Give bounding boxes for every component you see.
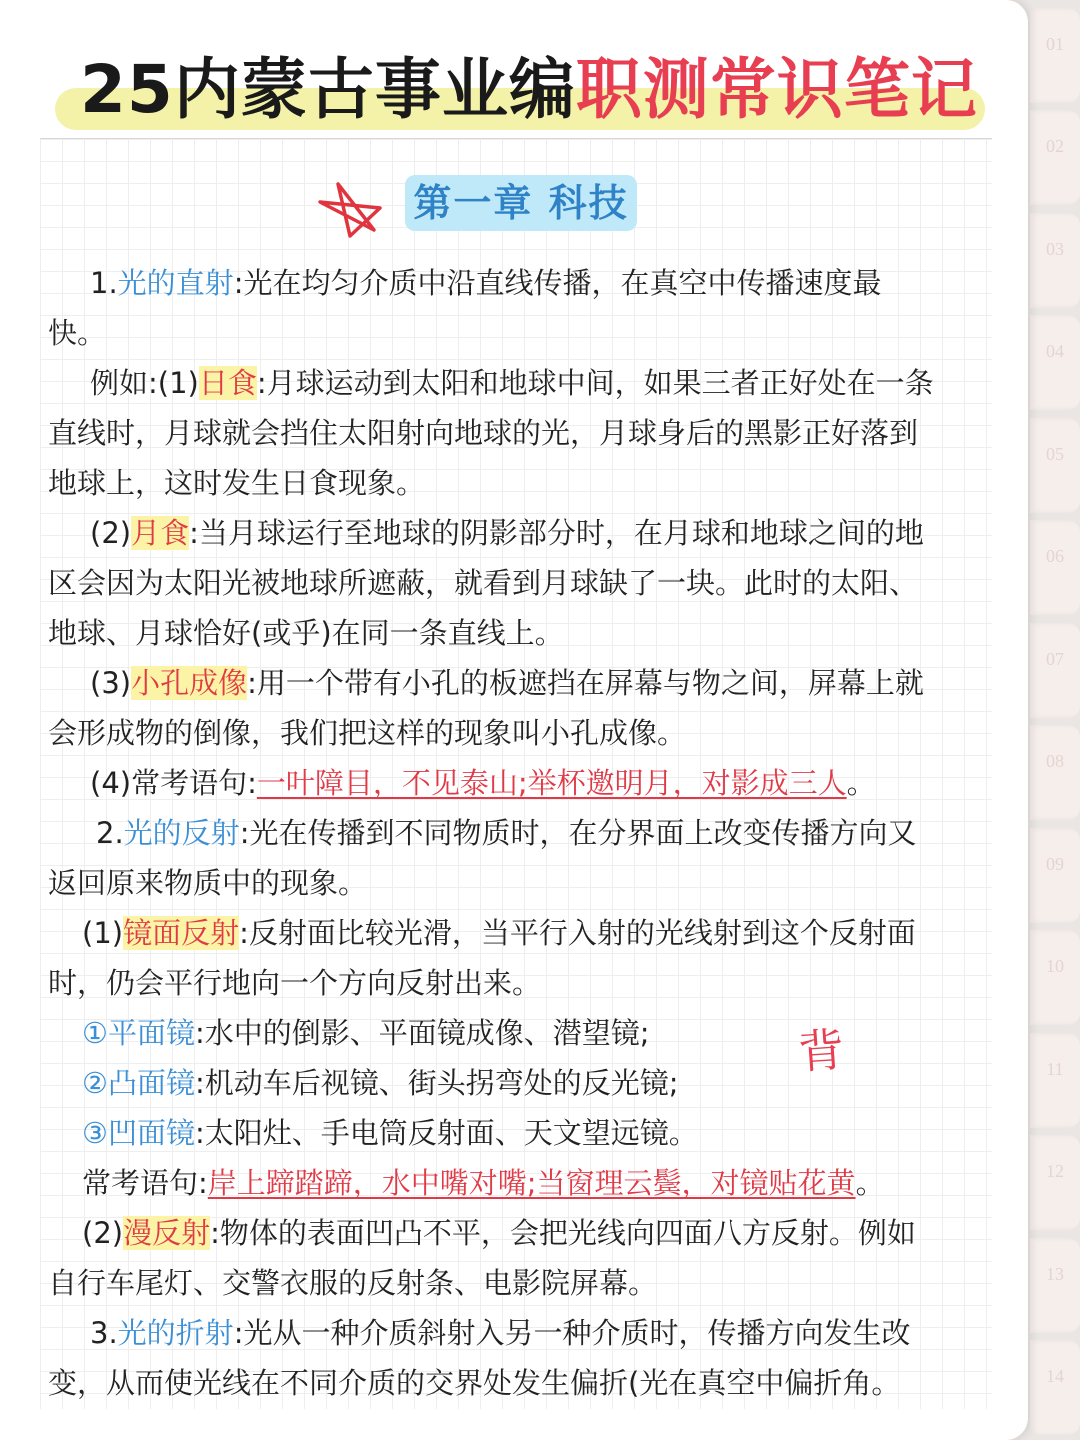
chapter-heading: 第一章 科技 <box>405 175 637 231</box>
note-line <box>48 1058 998 1108</box>
note-line: 变，从而使光线在不同介质的交界处发生偏折(光在真空中偏折角。 <box>48 1366 901 1400</box>
note-line: 快。 <box>48 316 107 350</box>
note-line <box>48 1008 998 1058</box>
text: (2) <box>82 1216 124 1250</box>
note-line: 会形成物的倒像，我们把这样的现象叫小孔成像。 <box>48 716 687 750</box>
title-red: 职测常识笔记 <box>575 51 978 128</box>
note-line: 返回原来物质中的现象。 <box>48 866 368 900</box>
text: :光在传播到不同物质时，在分界面上改变传播方向又 <box>239 816 917 850</box>
note-line <box>48 258 998 308</box>
side-tab-06[interactable]: 06 <box>1030 520 1080 615</box>
note-line <box>48 658 998 708</box>
text: 。 <box>855 1166 885 1200</box>
text: 。 <box>846 766 876 800</box>
note-line <box>48 758 998 808</box>
text: 例如:(1) <box>90 366 199 400</box>
note-line <box>48 508 998 558</box>
note-line: 自行车尾灯、交警衣服的反射条、电影院屏幕。 <box>48 1266 658 1300</box>
term-highlight: 光的直射 <box>117 266 234 300</box>
term-highlight: ①平面镜 <box>82 1016 195 1050</box>
notes-content <box>48 258 998 1408</box>
text: :水中的倒影、平面镜成像、潜望镜; <box>195 1016 650 1050</box>
note-line: 地球上，这时发生日食现象。 <box>48 466 426 500</box>
note-line <box>48 1208 998 1258</box>
page-title <box>80 40 980 140</box>
note-line <box>48 1308 998 1358</box>
side-tab-02[interactable]: 02 <box>1030 110 1080 205</box>
quote-underlined: 一叶障目，不见泰山;举杯邀明月，对影成三人 <box>256 766 847 800</box>
handwritten-note: 背 <box>796 1022 847 1080</box>
text: :机动车后视镜、街头拐弯处的反光镜; <box>195 1066 679 1100</box>
note-line: 直线时，月球就会挡住太阳射向地球的光，月球身后的黑影正好落到 <box>48 416 919 450</box>
text: 3. <box>90 1316 118 1350</box>
text: 2. <box>96 816 124 850</box>
note-line <box>48 808 998 858</box>
side-tab-01[interactable]: 01 <box>1030 8 1080 103</box>
text: (2) <box>90 516 132 550</box>
side-tab-03[interactable]: 03 <box>1030 213 1080 308</box>
text: :用一个带有小孔的板遮挡在屏幕与物之间，屏幕上就 <box>247 666 924 700</box>
note-line <box>48 358 998 408</box>
note-line <box>48 1158 998 1208</box>
term-highlight: 光的反射 <box>123 816 240 850</box>
text: 常考语句: <box>82 1166 208 1200</box>
side-tab-13[interactable]: 13 <box>1030 1238 1080 1333</box>
text: (4)常考语句: <box>90 766 257 800</box>
text: :光在均匀介质中沿直线传播，在真空中传播速度最 <box>233 266 882 300</box>
side-tab-14[interactable]: 14 <box>1030 1340 1080 1435</box>
note-line: 地球、月球恰好(或乎)在同一条直线上。 <box>48 616 564 650</box>
text: (3) <box>90 666 132 700</box>
text: :太阳灶、手电筒反射面、天文望远镜。 <box>195 1116 698 1150</box>
text: :物体的表面凹凸不平，会把光线向四面八方反射。例如 <box>210 1216 916 1250</box>
term-highlight: 光的折射 <box>117 1316 234 1350</box>
text: :月球运动到太阳和地球中间，如果三者正好处在一条 <box>256 366 934 400</box>
side-tab-12[interactable]: 12 <box>1030 1135 1080 1230</box>
text: :当月球运行至地球的阴影部分时，在月球和地球之间的地 <box>189 516 924 550</box>
side-tab-10[interactable]: 10 <box>1030 930 1080 1025</box>
title-black: 25内蒙古事业编 <box>80 51 576 128</box>
star-doodle-icon <box>316 178 386 240</box>
quote-underlined: 岸上蹄踏蹄，水中嘴对嘴;当窗理云鬓，对镜贴花黄 <box>207 1166 856 1200</box>
text: :反射面比较光滑，当平行入射的光线射到这个反射面 <box>239 916 916 950</box>
term-highlight: 小孔成像 <box>131 666 248 700</box>
term-highlight: 月食 <box>131 516 190 550</box>
text: 1. <box>90 266 118 300</box>
note-line <box>48 1108 998 1158</box>
term-highlight: 漫反射 <box>123 1216 211 1250</box>
side-tab-08[interactable]: 08 <box>1030 725 1080 820</box>
text: (1) <box>82 916 124 950</box>
side-tab-05[interactable]: 05 <box>1030 418 1080 513</box>
side-tab-04[interactable]: 04 <box>1030 315 1080 410</box>
side-tab-07[interactable]: 07 <box>1030 623 1080 718</box>
note-line <box>48 908 998 958</box>
note-line: 时，仍会平行地向一个方向反射出来。 <box>48 966 542 1000</box>
note-line: 区会因为太阳光被地球所遮蔽，就看到月球缺了一块。此时的太阳、 <box>48 566 919 600</box>
term-highlight: 镜面反射 <box>123 916 240 950</box>
text: :光从一种介质斜射入另一种介质时，传播方向发生改 <box>233 1316 911 1350</box>
term-highlight: 日食 <box>198 366 257 400</box>
title-area <box>0 40 1028 140</box>
side-tabs <box>1028 0 1080 1440</box>
term-highlight: ③凹面镜 <box>82 1116 195 1150</box>
side-tab-11[interactable]: 11 <box>1030 1033 1080 1128</box>
side-tab-09[interactable]: 09 <box>1030 828 1080 923</box>
term-highlight: ②凸面镜 <box>82 1066 195 1100</box>
